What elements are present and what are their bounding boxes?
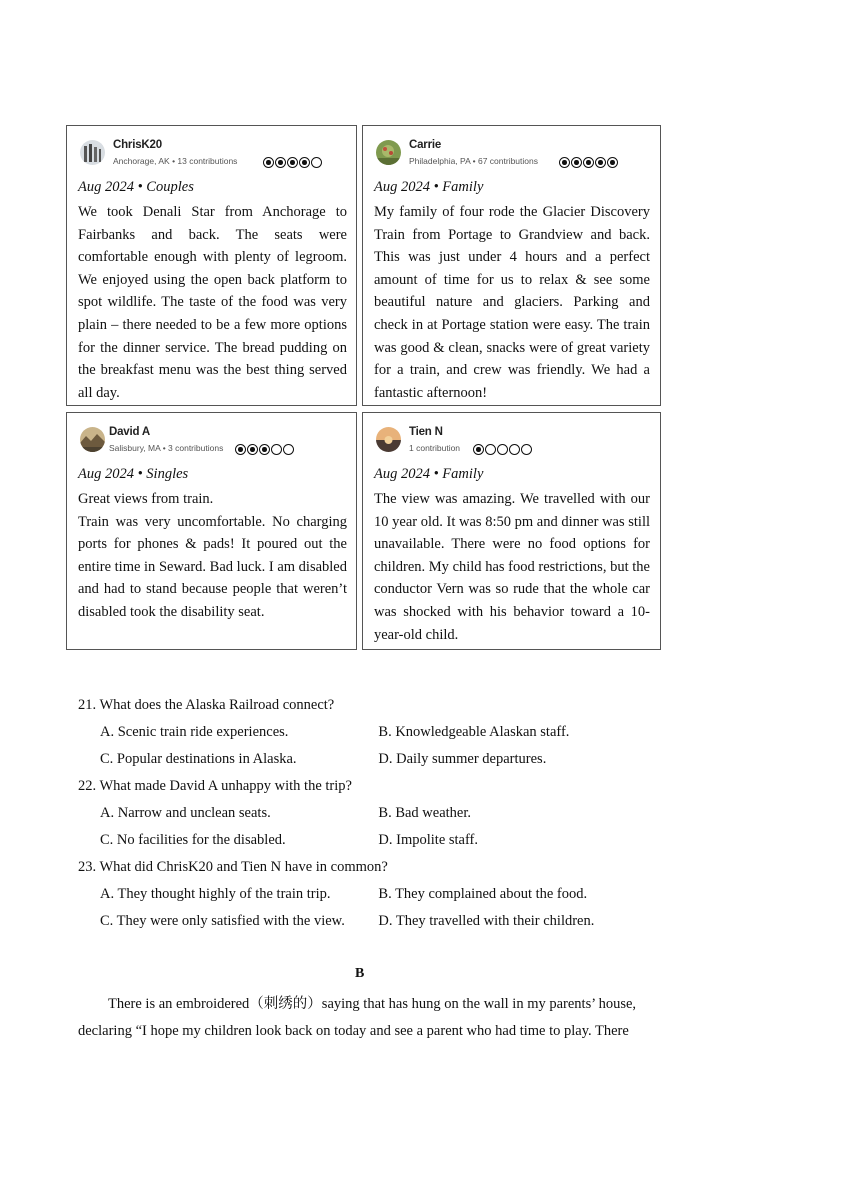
review-date-type: Aug 2024 • Singles xyxy=(78,466,189,482)
rating-bubble-filled-icon xyxy=(559,157,570,168)
passage-paragraph xyxy=(78,991,645,1045)
avatar-icon xyxy=(376,140,401,165)
rating-bubble-filled-icon xyxy=(473,444,484,455)
review-date-type: Aug 2024 • Couples xyxy=(78,179,194,195)
avatar-icon xyxy=(376,427,401,452)
passage-line: declaring “I hope my children look back on today and see a parent who had time to play. There xyxy=(78,1023,629,1039)
review-card-chrisk20 xyxy=(66,125,357,406)
review-text xyxy=(374,488,650,646)
rating-bubble-empty-icon xyxy=(521,444,532,455)
review-card-carrie xyxy=(362,125,661,406)
rating-bubble-empty-icon xyxy=(311,157,322,168)
question-stem: 22. What made David A unhappy with the trip? xyxy=(78,778,352,794)
review-paragraph: Great views from train. xyxy=(78,491,214,507)
review-card-tien-n xyxy=(362,412,661,650)
review-text xyxy=(374,201,650,404)
questions-block xyxy=(78,694,678,937)
rating-bubble-filled-icon xyxy=(299,157,310,168)
review-date-type: Aug 2024 • Family xyxy=(374,179,484,195)
option-a: A. Scenic train ride experiences. xyxy=(100,724,289,740)
question-21 xyxy=(78,694,678,775)
option-d: D. Impolite staff. xyxy=(378,832,479,848)
reviewer-meta: Salisbury, MA • 3 contributions xyxy=(109,443,224,453)
option-c: C. Popular destinations in Alaska. xyxy=(100,751,297,767)
question-22 xyxy=(78,775,678,856)
reviewer-meta: 1 contribution xyxy=(409,443,461,453)
option-c: C. No facilities for the disabled. xyxy=(100,832,286,848)
rating-bubbles xyxy=(559,157,618,168)
option-a: A. Narrow and unclean seats. xyxy=(100,805,271,821)
option-d: D. They travelled with their children. xyxy=(378,913,595,929)
rating-bubble-filled-icon xyxy=(583,157,594,168)
option-d: D. Daily summer departures. xyxy=(378,751,547,767)
reviewer-name: ChrisK20 xyxy=(113,139,162,151)
avatar-icon xyxy=(80,140,105,165)
rating-bubbles xyxy=(473,444,532,455)
review-card-david-a xyxy=(66,412,357,650)
rating-bubble-filled-icon xyxy=(259,444,270,455)
rating-bubble-filled-icon xyxy=(287,157,298,168)
question-23 xyxy=(78,856,678,937)
section-heading: B xyxy=(355,966,365,981)
rating-bubble-empty-icon xyxy=(509,444,520,455)
rating-bubble-empty-icon xyxy=(271,444,282,455)
option-b: B. Knowledgeable Alaskan staff. xyxy=(378,724,570,740)
option-b: B. They complained about the food. xyxy=(378,886,588,902)
rating-bubble-empty-icon xyxy=(497,444,508,455)
rating-bubbles xyxy=(263,157,322,168)
rating-bubble-empty-icon xyxy=(283,444,294,455)
reviewer-meta: Philadelphia, PA • 67 contributions xyxy=(409,156,538,166)
review-paragraph: The view was amazing. We travelled with our 10 year old. It was 8:50 pm and dinner was still unavailable. There were no food options for children. My child has food restrictions, but the conductor Vern was so rude that the whole car was shocked with his behavior toward a 10-year-old child. xyxy=(374,491,650,643)
review-paragraph: Train was very uncomfortable. No charging ports for phones & pads! It poured out the entire time in Seward. Bad luck. I am disabled and had to stand because people that weren’t disabled took the disability seat. xyxy=(78,513,347,620)
rating-bubble-filled-icon xyxy=(595,157,606,168)
passage-line: There is an embroidered（刺绣的）saying that has hung on the wall in my parents’ house, xyxy=(108,996,637,1012)
rating-bubble-empty-icon xyxy=(485,444,496,455)
review-text xyxy=(78,201,347,404)
option-c: C. They were only satisfied with the view. xyxy=(100,913,345,929)
rating-bubble-filled-icon xyxy=(247,444,258,455)
rating-bubbles xyxy=(235,444,294,455)
review-text xyxy=(78,488,347,624)
question-stem: 23. What did ChrisK20 and Tien N have in common? xyxy=(78,859,388,875)
review-date-type: Aug 2024 • Family xyxy=(374,466,484,482)
rating-bubble-filled-icon xyxy=(235,444,246,455)
reviewer-name: Carrie xyxy=(409,139,442,151)
question-stem: 21. What does the Alaska Railroad connect? xyxy=(78,697,335,713)
rating-bubble-filled-icon xyxy=(607,157,618,168)
avatar-icon xyxy=(80,427,105,452)
review-paragraph: My family of four rode the Glacier Discovery Train from Portage to Grandview and back. This was just under 4 hours and a perfect amount of time for us to relax & see some beautiful nature and glaciers. Parking and check in at Portage station were easy. The train was good & clean, snacks were of great variety for a train, and crew was friendly. We had a fantastic afternoon! xyxy=(374,204,650,401)
review-paragraph: We took Denali Star from Anchorage to Fairbanks and back. The seats were comfortable enough with plenty of legroom. We enjoyed using the open back platform to spot wildlife. The taste of the food was very plain – there needed to be a few more options for the dinner service. The bread pudding on the breakfast menu was the best thing served all day. xyxy=(78,204,347,401)
rating-bubble-filled-icon xyxy=(263,157,274,168)
option-b: B. Bad weather. xyxy=(378,805,472,821)
reviewer-name: David A xyxy=(109,426,150,438)
rating-bubble-filled-icon xyxy=(571,157,582,168)
reviewer-meta: Anchorage, AK • 13 contributions xyxy=(113,156,238,166)
rating-bubble-filled-icon xyxy=(275,157,286,168)
reviewer-name: Tien N xyxy=(409,426,443,438)
option-a: A. They thought highly of the train trip. xyxy=(100,886,331,902)
